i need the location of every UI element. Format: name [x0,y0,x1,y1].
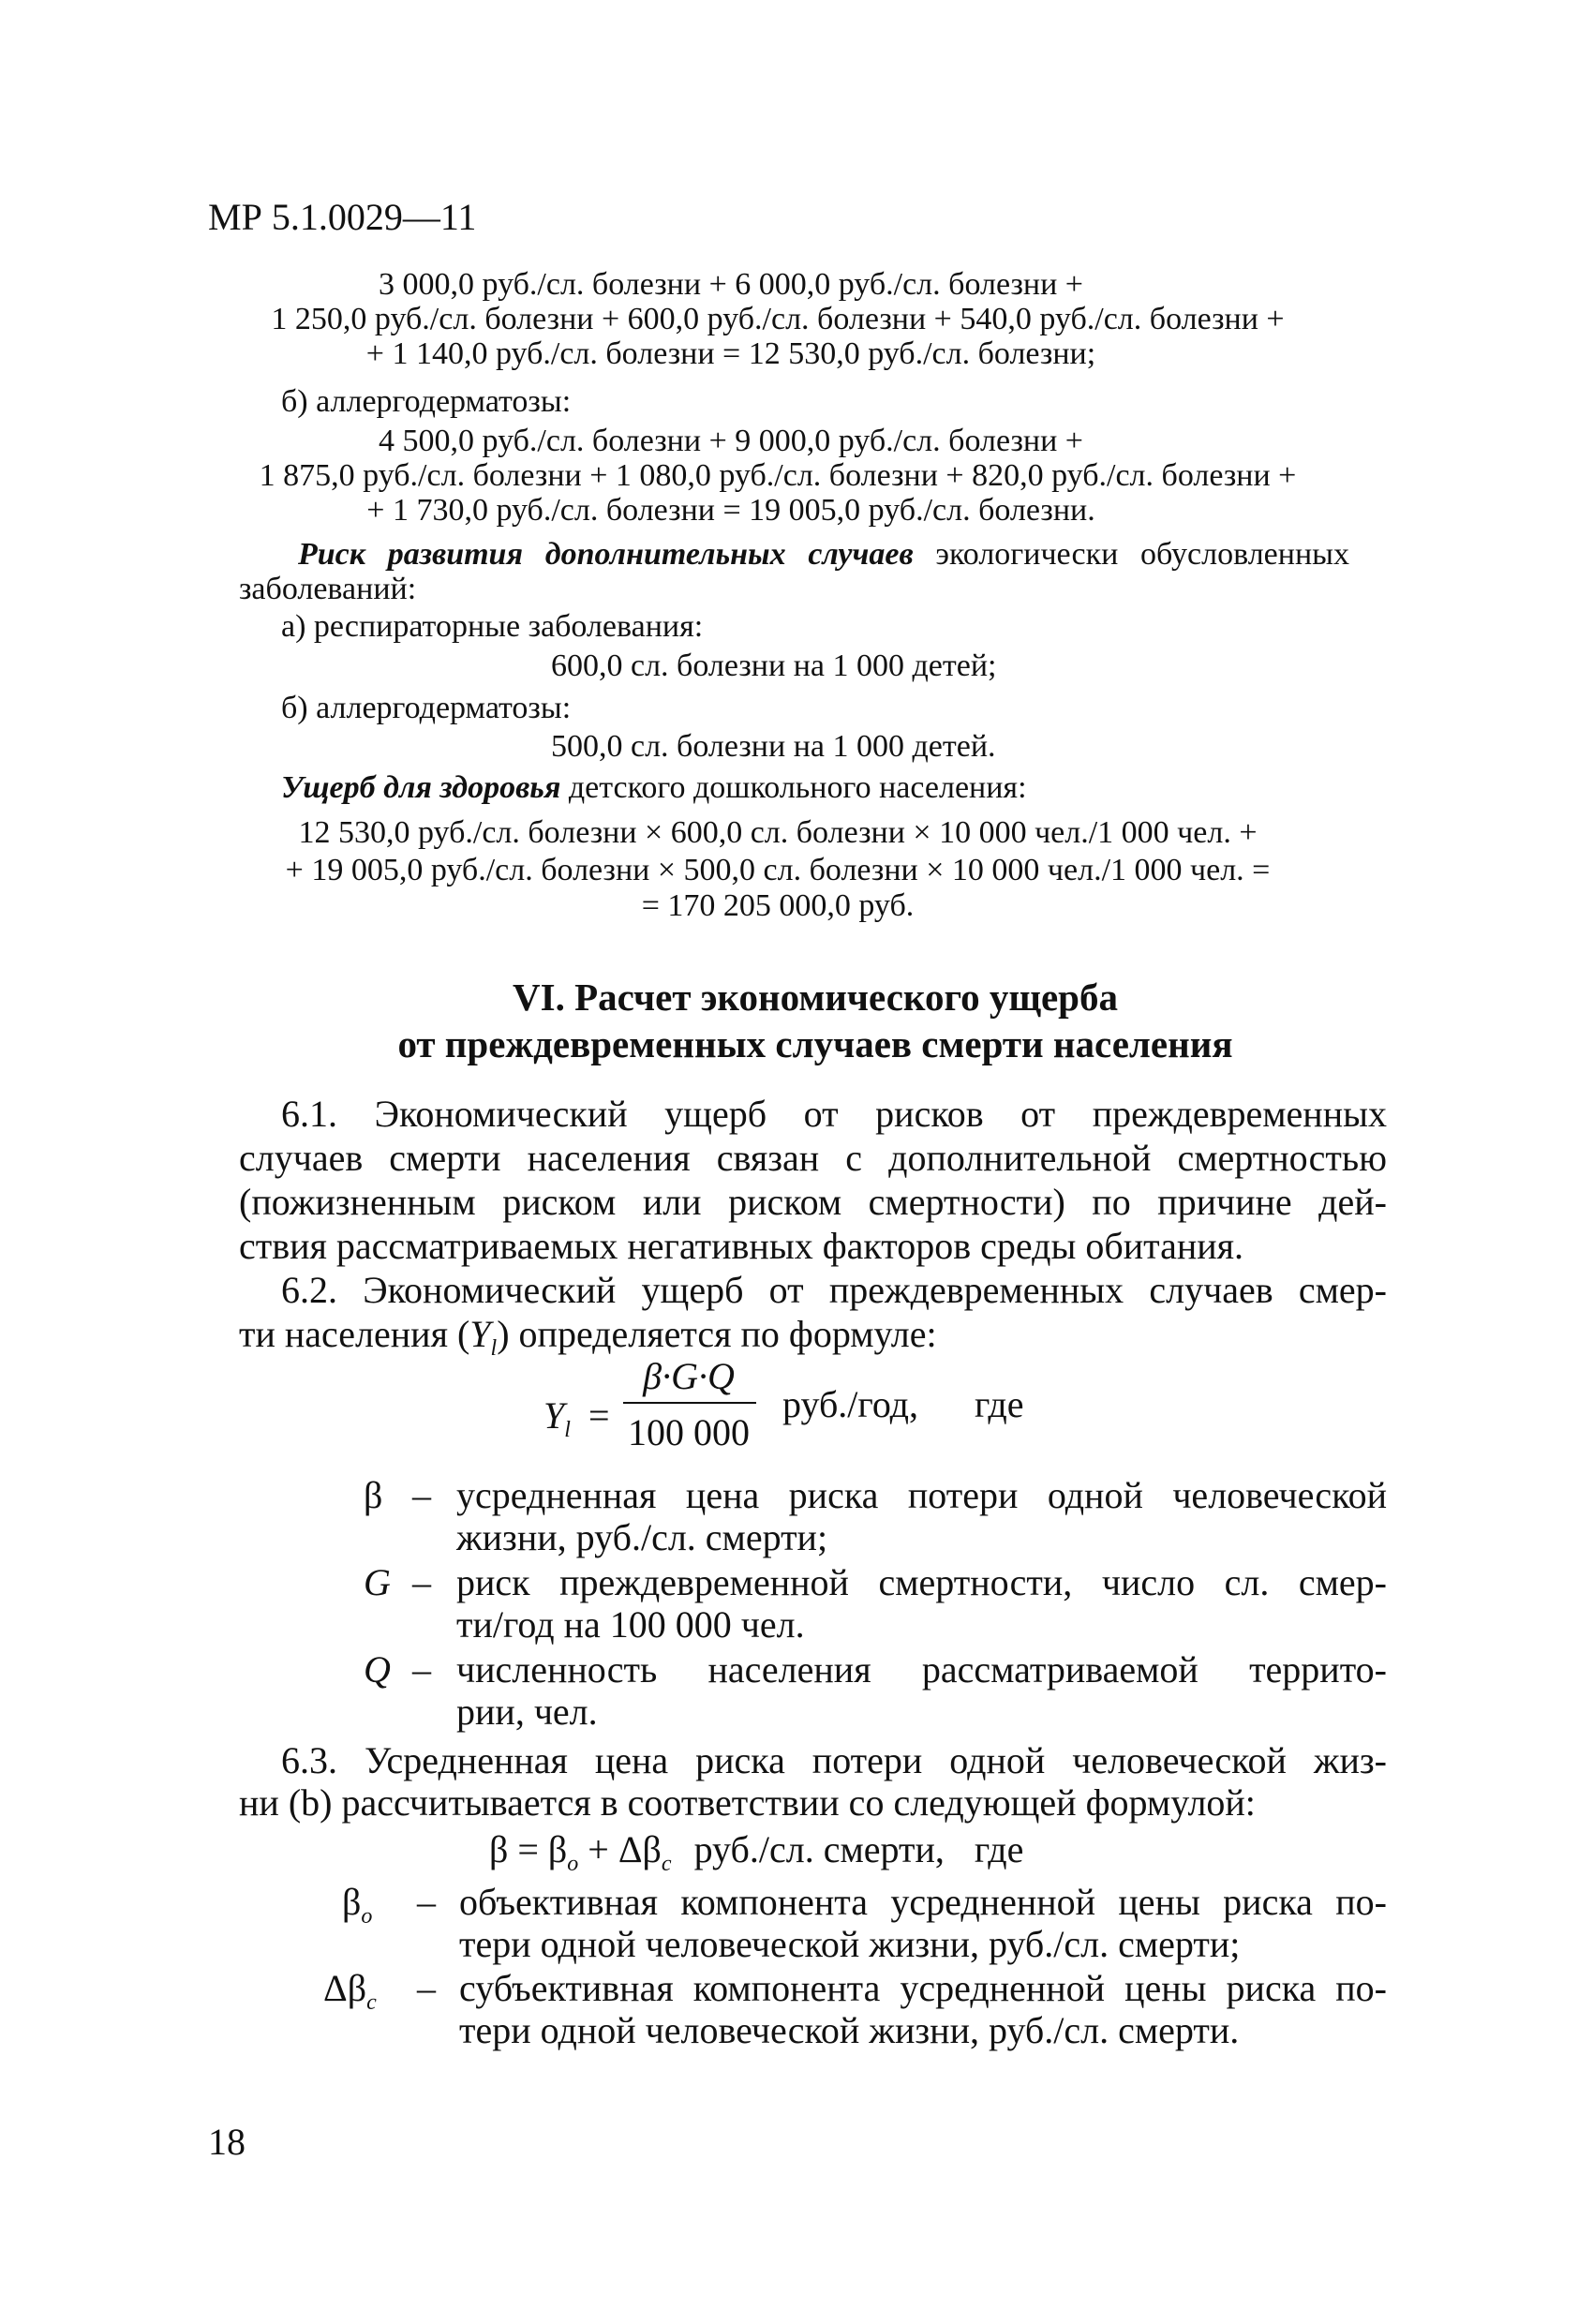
definition-text-line-1: субъективная компонента усредненной цены риска по- [459,1967,1387,2009]
p62-line-1: 6.2. Экономический ущерб от преждевременных случаев смер- [281,1269,1387,1311]
symbol-y-subscript: l [490,1336,498,1361]
formula1-where: где [975,1383,1024,1425]
calc-a-line-3: + 1 140,0 руб./сл. болезни = 12 530,0 руб./сл. болезни; [365,336,1096,371]
formula1-equals: = [588,1394,610,1437]
damage-title: Ущерб для здоровья [281,770,561,805]
risk-a-label: а) респираторные заболевания: [281,609,704,644]
definition-dash: – [417,1967,436,2009]
calc-b-line-3: + 1 730,0 руб./сл. болезни = 19 005,0 руб./сл. болезни. [366,493,1095,528]
formula2-unit: руб./сл. смерти, [693,1828,945,1870]
calc-a-line-1: 3 000,0 руб./сл. болезни + 6 000,0 руб./сл. болезни + [379,267,1083,302]
formula1-lhs-subscript: l [564,1418,571,1442]
definition-text-line-2: жизни, руб./сл. смерти; [456,1516,828,1558]
p61-line-3: (пожизненным риском или риском смертности) по причине дей- [239,1181,1387,1223]
formula1-unit: руб./год, [782,1383,919,1425]
damage-rest: детского дошкольного населения: [560,770,1027,805]
definition-symbol-subscript: c [366,1990,377,2015]
definition-text-line-1: численность населения рассматриваемой террито- [456,1648,1387,1691]
calc-b-line-2: 1 875,0 руб./сл. болезни + 1 080,0 руб./сл. болезни + 820,0 руб./сл. болезни + [259,458,1297,493]
definition-text-line-1: риск преждевременной смертности, число сл. смер- [456,1561,1387,1603]
section-title-line-1: VI. Расчет экономического ущерба [513,976,1118,1019]
formula2-sub-c: c [661,1852,672,1876]
damage-line-1: 12 530,0 руб./сл. болезни × 600,0 сл. болезни × 10 000 чел./1 000 чел. + [298,815,1258,850]
p61-line-4: ствия рассматриваемых негативных факторов среды обитания. [239,1225,1244,1267]
risk-b-label: б) аллергодерматозы: [281,691,572,725]
section-title-line-2: от преждевременных случаев смерти населения [397,1022,1233,1065]
risk-b-value: 500,0 сл. болезни на 1 000 детей. [551,729,996,764]
definition-text-line-2: тери одной человеческой жизни, руб./сл. смерти. [459,2009,1240,2051]
formula1-fraction-line [623,1402,756,1404]
damage-line-2: + 19 005,0 руб./сл. болезни × 500,0 сл. болезни × 10 000 чел./1 000 чел. = [285,853,1271,887]
definition-symbol: $\Delta\beta_c$ [323,1967,377,2015]
calc-a-line-2: 1 250,0 руб./сл. болезни + 600,0 руб./сл. болезни + 540,0 руб./сл. болезни + [271,302,1285,336]
definition-symbol: G [364,1561,391,1603]
definition-dash: – [417,1881,436,1923]
definition-text-line-1: объективная компонента усредненной цены риска по- [459,1881,1387,1923]
p62-text-b: ) определяется по формуле: [497,1313,937,1355]
definition-symbol: β [364,1474,383,1516]
definition-dash: – [412,1474,431,1516]
p62-text-a: ти населения ( [239,1313,470,1355]
definition-text-line-1: усредненная цена риска потери одной человеческой [456,1474,1387,1516]
definition-symbol-subscript: o [361,1904,373,1929]
damage-heading-line [281,770,1027,806]
definition-dash: – [412,1561,431,1603]
symbol-y: Y [469,1313,491,1355]
definition-text-line-2: ти/год на 100 000 чел. [456,1603,805,1646]
definition-text-line-2: рии, чел. [456,1691,598,1733]
risk-paragraph-line-2: заболеваний: [239,572,417,606]
formula2-where: где [974,1828,1024,1870]
formula-beta [489,1827,1023,1877]
definition-symbol: Q [364,1648,391,1691]
definition-dash: – [412,1648,431,1691]
formula1-lhs: $Y_l$ [543,1394,571,1442]
formula1-denominator: 100 000 [628,1411,750,1453]
formula2-plus-delta: + Δβ [578,1828,662,1870]
risk-paragraph-line-1 [298,537,1349,573]
p63-line-1: 6.3. Усредненная цена риска потери одной человеческой жиз- [281,1739,1387,1781]
definition-symbol: $\beta_o$ [342,1881,373,1929]
p61-line-1: 6.1. Экономический ущерб от рисков от преждевременных [281,1093,1387,1135]
page-number: 18 [208,2121,246,2163]
definition-text-line-2: тери одной человеческой жизни, руб./сл. смерти; [459,1923,1241,1965]
document-code: МР 5.1.0029—11 [208,196,477,238]
formula2-beta-eq: β = β [489,1828,568,1870]
damage-line-3: = 170 205 000,0 руб. [641,888,915,923]
formula1-numerator: β·G·Q [643,1355,735,1397]
calc-b-line-1: 4 500,0 руб./сл. болезни + 9 000,0 руб./сл. болезни + [379,424,1083,458]
p63-line-2: ни (b) рассчитывается в соответствии со следующей формулой: [239,1781,1256,1824]
p61-line-2: случаев смерти населения связан с дополнительной смертностью [239,1137,1387,1179]
risk-a-value: 600,0 сл. болезни на 1 000 детей; [551,648,997,683]
formula2-sub-o: o [567,1852,579,1876]
risk-title: Риск развития дополнительных случаев [298,537,914,572]
p62-line-2 [239,1312,937,1362]
risk-rest: экологически обусловленных [913,537,1349,572]
calc-b-label: б) аллергодерматозы: [281,384,572,419]
